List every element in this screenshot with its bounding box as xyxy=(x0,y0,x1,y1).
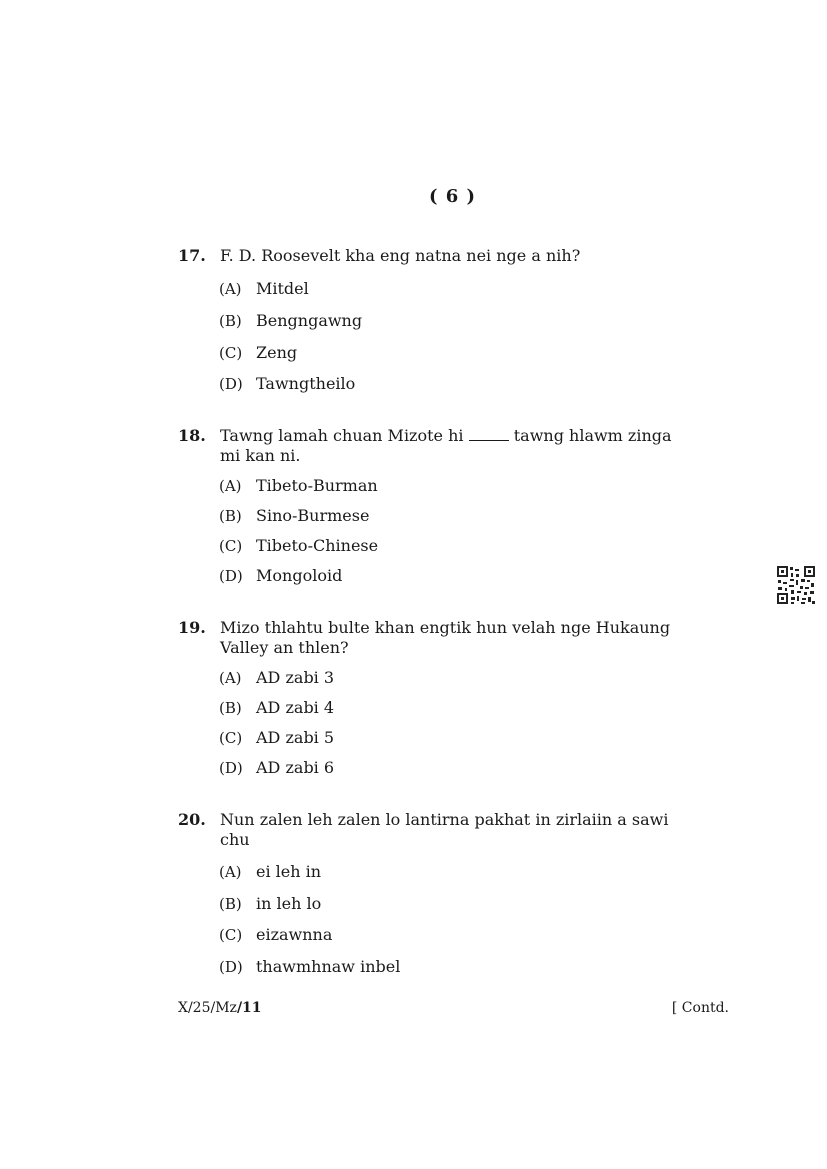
question-18 xyxy=(178,426,698,585)
option-a[interactable]: (A) ei leh in xyxy=(219,862,322,881)
question-text: Nun zalen leh zalen lo lantirna pakhat in zirlaiin a sawi chu xyxy=(220,810,669,849)
option-d[interactable]: (D) Mongoloid xyxy=(219,566,343,585)
option-a[interactable]: (A) AD zabi 3 xyxy=(219,668,335,687)
option-c[interactable]: (C) eizawnna xyxy=(219,925,333,944)
question-17 xyxy=(178,246,698,393)
option-d[interactable]: (D) Tawngtheilo xyxy=(219,374,356,393)
question-number: 20. xyxy=(178,810,206,829)
option-b[interactable]: (B) in leh lo xyxy=(219,894,322,913)
option-d[interactable]: (D) AD zabi 6 xyxy=(219,758,335,777)
page-number: ( 6 ) xyxy=(428,186,477,207)
option-a[interactable]: (A) Tibeto-Burman xyxy=(219,476,378,495)
question-text: Mizo thlahtu bulte khan engtik hun velah nge Hukaung Valley an thlen? xyxy=(220,618,671,657)
qr-code-icon xyxy=(776,565,816,605)
option-a[interactable]: (A) Mitdel xyxy=(219,279,309,298)
question-number: 17. xyxy=(178,246,206,265)
question-text: F. D. Roosevelt kha eng natna nei nge a nih? xyxy=(220,246,581,265)
question-20 xyxy=(178,810,698,976)
option-d[interactable]: (D) thawmhnaw inbel xyxy=(219,957,401,976)
option-c[interactable]: (C) Zeng xyxy=(219,343,298,362)
option-b[interactable]: (B) Bengngawng xyxy=(219,311,363,330)
option-b[interactable]: (B) Sino-Burmese xyxy=(219,506,370,525)
question-19 xyxy=(178,618,698,777)
question-number: 18. xyxy=(178,426,206,445)
option-b[interactable]: (B) AD zabi 4 xyxy=(219,698,335,717)
option-c[interactable]: (C) AD zabi 5 xyxy=(219,728,335,747)
question-text: Tawng lamah chuan Mizote hi tawng hlawm zinga mi kan ni. xyxy=(220,426,672,465)
question-number: 19. xyxy=(178,618,206,637)
paper-code: X/25/Mz/11 xyxy=(178,1000,262,1016)
continued-label: [ Contd. xyxy=(671,1000,729,1016)
option-c[interactable]: (C) Tibeto-Chinese xyxy=(219,536,379,555)
answer-blank xyxy=(469,426,509,441)
